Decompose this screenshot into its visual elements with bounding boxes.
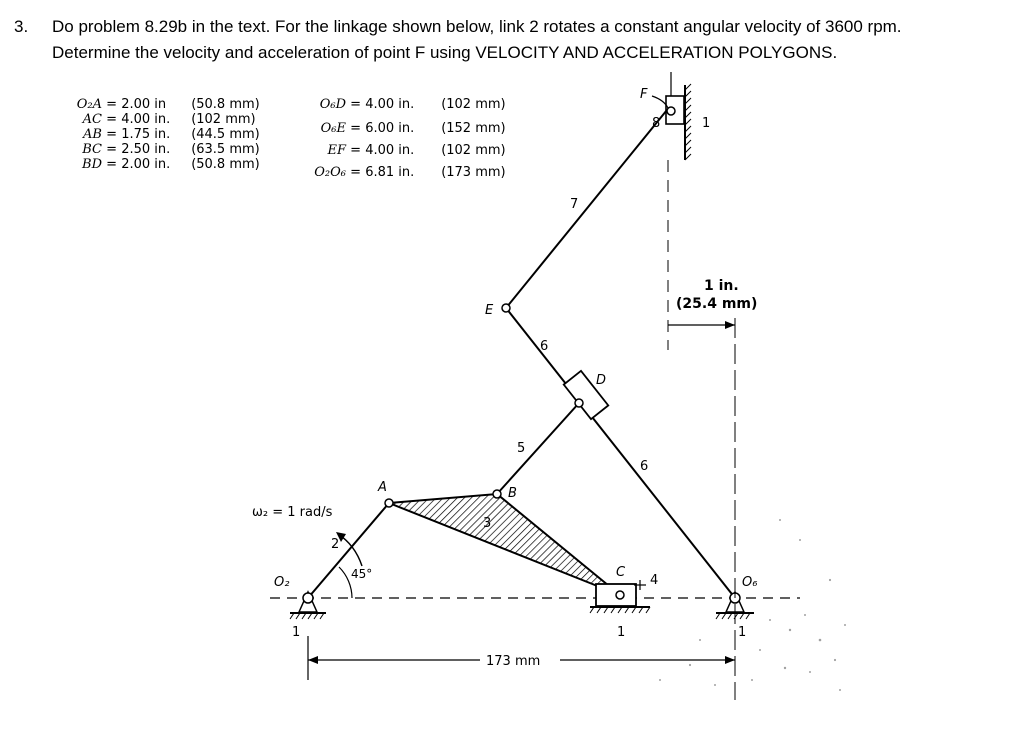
pin-a	[385, 499, 393, 507]
dim-inches: 2.00 in.	[121, 157, 171, 172]
dim-eq: =	[106, 157, 118, 172]
dim-mm: (152 mm)	[441, 121, 506, 136]
label-link-1-wall: 1	[702, 116, 711, 131]
label-c: C	[616, 565, 626, 580]
label-b: B	[508, 486, 517, 501]
label-a: A	[378, 480, 387, 495]
dim-name: BD	[82, 157, 102, 172]
label-link-1-o2: 1	[292, 625, 301, 640]
dim-eq: =	[350, 143, 362, 158]
dim-name: O₆D	[319, 97, 346, 112]
dim-mm: (50.8 mm)	[191, 157, 260, 172]
pin-e	[502, 304, 510, 312]
label-link-6-lower: 6	[640, 459, 649, 474]
dim-mm: (173 mm)	[441, 165, 506, 180]
label-link-1-c: 1	[617, 625, 626, 640]
label-link-8: 8	[652, 116, 661, 131]
offset-dim-arrow	[725, 321, 735, 329]
link-7	[506, 105, 671, 308]
dim-eq: =	[106, 97, 118, 112]
problem-line-2: Determine the velocity and acceleration of point F using VELOCITY AND ACCELERATION POLYGONS.	[52, 43, 838, 62]
label-offset-mm: (25.4 mm)	[676, 296, 758, 312]
dim-inches: 4.00 in.	[121, 112, 171, 127]
dim-eq: =	[350, 97, 362, 112]
dim-inches: 6.00 in.	[365, 121, 415, 136]
dim-name: O₂O₆	[314, 165, 346, 180]
dim-mm: (44.5 mm)	[191, 127, 260, 142]
dim-mm: (50.8 mm)	[191, 97, 260, 112]
ground-dim-arrow-right	[725, 656, 735, 664]
ground-pivot-o2	[290, 592, 326, 619]
label-f: F	[640, 87, 648, 102]
pin-b	[493, 490, 501, 498]
dim-eq: =	[106, 112, 118, 127]
label-link-1-o6: 1	[738, 625, 747, 640]
dim-mm: (102 mm)	[191, 112, 256, 127]
label-angle: 45°	[351, 567, 373, 581]
dim-name: O₆E	[320, 121, 346, 136]
slider-block-c	[590, 580, 650, 613]
dim-inches: 2.00 in	[121, 97, 167, 112]
dim-inches: 4.00 in.	[365, 143, 415, 158]
dim-mm: (102 mm)	[441, 143, 506, 158]
link-3-triangle	[389, 494, 620, 595]
dim-inches: 2.50 in.	[121, 142, 171, 157]
label-d: D	[596, 373, 607, 388]
label-link-7: 7	[570, 197, 579, 212]
dim-name: AC	[82, 112, 102, 127]
dim-name: EF	[327, 143, 346, 158]
problem-number: 3.	[14, 17, 29, 36]
dim-mm: (102 mm)	[441, 97, 506, 112]
ground-dim-arrow-left	[308, 656, 318, 664]
label-e: E	[485, 303, 494, 318]
label-link-6-upper: 6	[540, 339, 549, 354]
label-link-5: 5	[517, 441, 526, 456]
label-ground-dim: 173 mm	[486, 654, 541, 669]
problem-line-1: Do problem 8.29b in the text. For the linkage shown below, link 2 rotates a constant angular velocity of 3600 rpm.	[52, 17, 902, 36]
scan-noise	[659, 519, 846, 691]
dim-eq: =	[106, 142, 118, 157]
pin-d	[575, 399, 583, 407]
dim-inches: 4.00 in.	[365, 97, 415, 112]
dim-eq: =	[350, 165, 362, 180]
dim-mm: (63.5 mm)	[191, 142, 260, 157]
label-o2: O₂	[274, 575, 290, 590]
label-link-2: 2	[331, 537, 340, 552]
label-link-4: 4	[650, 573, 659, 588]
dim-eq: =	[106, 127, 118, 142]
label-link-3: 3	[483, 516, 492, 531]
label-o6: O₆	[742, 575, 758, 590]
label-offset-in: 1 in.	[704, 278, 739, 294]
dim-inches: 6.81 in.	[365, 165, 415, 180]
dim-name: BC	[82, 142, 102, 157]
dim-name: AB	[83, 127, 102, 142]
link-5	[497, 403, 579, 494]
dim-inches: 1.75 in.	[121, 127, 171, 142]
dim-name: O₂A	[76, 97, 102, 112]
label-omega: ω₂ = 1 rad/s	[252, 505, 333, 520]
dim-eq: =	[350, 121, 362, 136]
